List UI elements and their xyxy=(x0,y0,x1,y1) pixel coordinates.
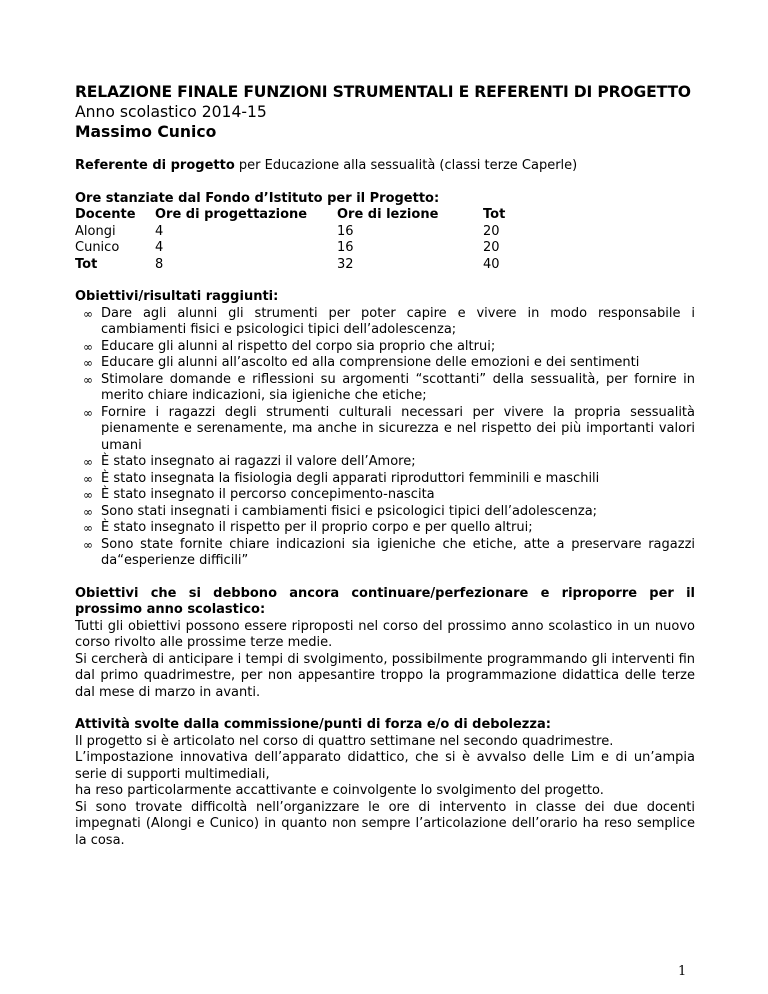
infinity-bullet-icon: ∞ xyxy=(83,455,93,469)
list-item-text: Educare gli alunni all’ascolto ed alla comprensione delle emozioni e dei sentimenti xyxy=(101,355,640,370)
referente-line xyxy=(75,158,695,175)
table-cell: 4 xyxy=(155,223,164,239)
attivita-section xyxy=(75,717,695,849)
list-item-text: Sono state fornite chiare indicazioni sia igieniche che etiche, atte a preservare ragazzi da“esperienze difficili” xyxy=(101,536,695,568)
infinity-bullet-icon: ∞ xyxy=(83,356,93,370)
table-cell: 4 xyxy=(155,240,164,255)
list-item xyxy=(75,454,695,471)
list-item xyxy=(75,339,695,356)
infinity-bullet-icon: ∞ xyxy=(83,306,93,321)
table-cell: 32 xyxy=(337,256,354,272)
table-cell: 20 xyxy=(483,223,500,239)
table-row-total xyxy=(75,257,543,274)
document-title: RELAZIONE FINALE FUNZIONI STRUMENTALI E REFERENTI DI PROGETTO xyxy=(75,83,691,101)
list-item xyxy=(75,372,695,405)
paragraph: Si cercherà di anticipare i tempi di svolgimento, possibilmente programmando gli interventi fin dal primo quadrimestre, per non appesantire troppo la programmazione didattica delle terze dal mese di marzo in avanti. xyxy=(75,651,695,700)
paragraph: Si sono trovate difficoltà nell’organizzare le ore di intervento in classe dei due docenti impegnati (Alongi e Cunico) in quanto non sempre l’articolazione dell’orario ha reso semplice la cosa. xyxy=(75,799,695,848)
list-item-text: Educare gli alunni al rispetto del corpo sia proprio che altrui; xyxy=(101,338,496,354)
paragraph: Tutti gli obiettivi possono essere riproposti nel corso del prossimo anno scolastico in un nuovo corso rivolto alle prossime terze medie. xyxy=(75,618,695,650)
infinity-bullet-icon: ∞ xyxy=(83,471,93,486)
col-header-lezione: Ore di lezione xyxy=(337,207,439,222)
list-item-text: È stato insegnato il rispetto per il proprio corpo e per quello altrui; xyxy=(101,520,533,535)
infinity-bullet-icon: ∞ xyxy=(83,339,93,354)
list-item-text: Dare agli alunni gli strumenti per poter capire e vivere in modo responsabile i cambiamenti fisici e psicologici tipici dell’adolescenza; xyxy=(101,305,695,337)
hours-table xyxy=(75,207,543,273)
list-item xyxy=(75,306,695,339)
table-cell: 16 xyxy=(337,223,354,239)
list-item xyxy=(75,487,695,504)
list-item xyxy=(75,405,695,455)
continuare-section xyxy=(75,586,695,702)
list-item xyxy=(75,504,695,521)
obiettivi-section xyxy=(75,289,695,570)
list-item-text: È stato insegnata la fisiologia degli apparati riproduttori femminili e maschili xyxy=(101,470,600,486)
col-header-progettazione: Ore di progettazione xyxy=(155,207,308,222)
table-row xyxy=(75,224,543,241)
list-item-text: Stimolare domande e riflessioni su argomenti “scottanti” della sessualità, per fornire in merito chiare indicazioni, sia igieniche che etiche; xyxy=(101,371,695,403)
attivita-heading: Attività svolte dalla commissione/punti di forza e/o di debolezza: xyxy=(75,717,551,732)
list-item xyxy=(75,537,695,570)
table-cell: 40 xyxy=(483,256,500,272)
col-header-docente: Docente xyxy=(75,207,136,222)
table-cell: Alongi xyxy=(75,223,116,239)
col-header-tot: Tot xyxy=(483,207,506,222)
document-body xyxy=(75,82,695,849)
page-number: 1 xyxy=(678,964,687,979)
list-item xyxy=(75,355,695,372)
list-item xyxy=(75,520,695,537)
infinity-bullet-icon: ∞ xyxy=(83,521,93,535)
table-cell: 20 xyxy=(483,240,500,255)
author-name: Massimo Cunico xyxy=(75,123,217,141)
table-row xyxy=(75,240,543,257)
paragraph: L’impostazione innovativa dell’apparato didattico, che si è avvalso delle Lim e di un’ampia serie di supporti multimediali, xyxy=(75,750,695,782)
table-cell: 8 xyxy=(155,256,164,272)
table-cell: 16 xyxy=(337,240,354,255)
hours-heading: Ore stanziate dal Fondo d’Istituto per il Progetto: xyxy=(75,190,440,206)
obiettivi-heading: Obiettivi/risultati raggiunti: xyxy=(75,289,279,304)
obiettivi-list xyxy=(75,306,695,570)
list-item xyxy=(75,471,695,488)
list-item-text: È stato insegnato ai ragazzi il valore dell’Amore; xyxy=(101,454,416,469)
infinity-bullet-icon: ∞ xyxy=(83,537,93,552)
referente-text: per Educazione alla sessualità (classi terze Caperle) xyxy=(234,158,578,173)
referente-label: Referente di progetto xyxy=(75,158,235,173)
hours-header-row xyxy=(75,207,543,224)
hours-section xyxy=(75,191,695,274)
infinity-bullet-icon: ∞ xyxy=(83,372,93,387)
table-cell: Cunico xyxy=(75,240,120,255)
list-item-text: Sono stati insegnati i cambiamenti fisici e psicologici tipici dell’adolescenza; xyxy=(101,503,598,519)
list-item-text: Fornire i ragazzi degli strumenti culturali necessari per vivere la propria sessualità pienamente e serenamente, ma anche in sicurezza e nel rispetto dei più importanti valori umani xyxy=(101,404,695,453)
paragraph: Il progetto si è articolato nel corso di quattro settimane nel secondo quadrimestre. xyxy=(75,733,614,749)
paragraph: ha reso particolarmente accattivante e coinvolgente lo svolgimento del progetto. xyxy=(75,783,604,798)
infinity-bullet-icon: ∞ xyxy=(83,405,93,420)
continuare-heading: Obiettivi che si debbono ancora continuare/perfezionare e riproporre per il prossimo anno scolastico: xyxy=(75,585,695,617)
infinity-bullet-icon: ∞ xyxy=(83,504,93,519)
table-cell: Tot xyxy=(75,256,98,272)
infinity-bullet-icon: ∞ xyxy=(83,488,93,502)
school-year: Anno scolastico 2014-15 xyxy=(75,103,267,121)
list-item-text: È stato insegnato il percorso concepimento-nascita xyxy=(101,487,435,502)
